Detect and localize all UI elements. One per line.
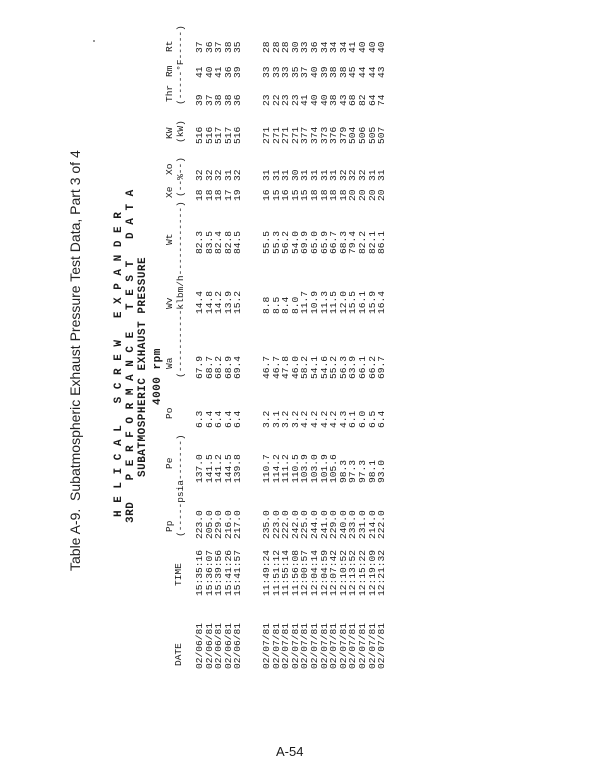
table-cell: 517 [222,126,234,144]
flow-units: (-----------klbm/h------------) [175,201,186,378]
table-cell: 17 [222,189,234,201]
table-cell: 31 [261,169,272,181]
table-cell: 36 [232,94,244,106]
table-cell: 41 [194,66,205,78]
table-cell: 35 [289,66,301,78]
table-cell: 36 [203,41,215,53]
table-cell: 3.1 [270,410,282,428]
table-cell: 16.4 [376,290,388,314]
table-cell: 47.8 [280,355,292,379]
col-wt: Wt [164,233,175,245]
table-cell: 33 [280,66,292,78]
table-cell: 12:00:57 [299,549,311,596]
header-line-3: SUBATMOSPHERIC EXHAUST PRESSURE [137,256,149,477]
table-cell: 38 [337,66,349,78]
table-cell: 141.5 [203,454,215,483]
table-cell: 11.5 [328,290,340,314]
table-cell: 231.0 [357,510,368,539]
table-cell: 37 [194,41,205,53]
table-cell: 02/07/81 [366,622,378,669]
table-cell: 14.8 [203,290,215,314]
table-cell: 16.1 [357,290,368,314]
table-cell: 15:39:56 [213,549,225,596]
table-cell: 33 [299,41,311,53]
table-cell: 86.1 [376,230,388,254]
table-cell: 205.0 [203,510,215,539]
header-line-2: 3RD P E R F O R M A N C E T E S T D A T A [125,189,137,523]
table-cell: 111.2 [280,454,292,483]
table-cell: 02/07/81 [261,622,272,669]
table-cell: 41 [213,66,225,78]
col-date: DATE [173,643,184,666]
table-cell: 18 [309,189,320,201]
table-cell: 103.0 [309,454,320,483]
table-cell: 38 [213,94,225,106]
table-cell: 31 [318,169,330,181]
table-cell: 02/07/81 [318,622,330,669]
table-cell: 14.2 [213,290,225,314]
table-cell: 216.0 [222,510,234,539]
table-cell: 02/07/81 [289,622,301,669]
col-xe: Xe [164,186,175,198]
table-cell: 83.5 [203,230,215,254]
table-cell: 379 [337,126,349,144]
table-cell: 15.9 [366,290,378,314]
table-cell: 271 [289,126,301,144]
table-cell: 56.3 [337,355,349,379]
table-cell: 12.0 [337,290,349,314]
table-cell: 15:41:57 [232,549,244,596]
table-cell: 517 [213,126,225,144]
table-cell: 64 [366,94,378,106]
table-cell: 33 [261,66,272,78]
table-cell: 84.5 [232,230,244,254]
table-cell: 30 [289,169,301,181]
table-cell: 15:41:26 [222,549,234,596]
quality-units: (--%--) [175,157,186,197]
table-cell: 110.7 [261,454,272,483]
table-cell: 6.4 [376,410,388,428]
table-cell: 15 [299,189,311,201]
table-cell: 15:36:07 [203,549,215,596]
table-cell: 32 [213,169,225,181]
table-cell: 233.0 [347,510,359,539]
table-cell: 229.0 [213,510,225,539]
table-cell: 02/06/81 [213,622,225,669]
table-cell: 93.0 [376,459,388,483]
table-cell: 20 [347,189,359,201]
table-cell: 38 [328,94,340,106]
table-cell: 22 [270,94,282,106]
table-cell: 46.0 [289,355,301,379]
table-cell: 36 [222,66,234,78]
table-cell: 214.0 [366,510,378,539]
table-cell: 38 [222,41,234,53]
table-cell: 69.4 [232,355,244,379]
table-cell: 271 [280,126,292,144]
table-cell: 68 [347,94,359,106]
table-cell: 97.3 [357,459,368,483]
table-cell: 43 [337,94,349,106]
table-cell: 39 [318,66,330,78]
table-cell: 101.9 [318,454,330,483]
table-cell: 12:07:42 [328,549,340,596]
table-cell: 79.4 [347,230,359,254]
table-cell: 18 [337,189,349,201]
table-cell: 02/07/81 [309,622,320,669]
table-cell: 12:15:22 [357,549,368,596]
table-cell: 32 [194,169,205,181]
table-cell: 8.8 [261,296,272,314]
table-cell: 31 [366,169,378,181]
table-cell: 33 [270,66,282,78]
col-pe: Pe [164,457,175,469]
table-cell: 374 [309,126,320,144]
table-cell: 34 [328,41,340,53]
table-cell: 30 [289,41,301,53]
table-cell: 82 [357,94,368,106]
table-cell: 02/07/81 [270,622,282,669]
table-cell: 28 [270,41,282,53]
table-cell: 141.2 [213,454,225,483]
table-cell: 23 [261,94,272,106]
table-cell: 55.5 [261,230,272,254]
table-cell: 32 [347,169,359,181]
table-cell: 13.9 [222,290,234,314]
table-cell: 20 [366,189,378,201]
col-wa: Wa [164,357,175,369]
table-cell: 6.5 [366,410,378,428]
table-cell: 240.0 [337,510,349,539]
table-cell: 507 [376,126,388,144]
table-cell: 373 [318,126,330,144]
page-number: A-54 [276,744,304,759]
table-cell: 4.2 [318,410,330,428]
table-cell: 12:21:32 [376,549,388,596]
table-cell: 377 [299,126,311,144]
table-cell: 31 [328,169,340,181]
table-cell: 40 [357,41,368,53]
table-cell: 506 [357,126,368,144]
col-pp: Pp [164,520,175,532]
table-cell: 02/07/81 [280,622,292,669]
table-cell: 11:55:14 [280,549,292,596]
table-cell: 32 [337,169,349,181]
table-cell: 19 [232,189,244,201]
table-cell: 31 [280,169,292,181]
table-cell: 28 [280,41,292,53]
table-cell: 63.9 [347,355,359,379]
table-cell: 23 [280,94,292,106]
table-cell: 31 [299,169,311,181]
table-cell: 43 [376,66,388,78]
table-cell: 31 [222,169,234,181]
table-cell: 68.2 [213,355,225,379]
table-cell: 65.9 [318,230,330,254]
table-cell: 6.0 [357,410,368,428]
table-cell: 6.4 [222,410,234,428]
table-cell: 32 [203,169,215,181]
table-cell: 18 [318,189,330,201]
table-cell: 66.7 [328,230,340,254]
table-cell: 20 [357,189,368,201]
table-cell: 516 [232,126,244,144]
table-cell: 271 [270,126,282,144]
table-cell: 54.0 [289,230,301,254]
table-title: Table A-9. Subatmospheric Exhaust Pressure Test Data, Part 3 of 4 [67,150,83,571]
table-cell: 376 [328,126,340,144]
rpm-label: 4000 rpm [152,348,164,405]
table-cell: 137.0 [194,454,205,483]
col-thr: Thr [164,84,175,102]
table-cell: 02/07/81 [376,622,388,669]
table-cell: 4.2 [309,410,320,428]
table-cell: 8.4 [280,296,292,314]
table-cell: 39 [232,66,244,78]
table-cell: 271 [261,126,272,144]
table-cell: 516 [194,126,205,144]
table-cell: 37 [203,94,215,106]
table-cell: 18 [194,189,205,201]
table-cell: 02/06/81 [232,622,244,669]
col-kw: KW [164,127,175,139]
table-cell: 12:04:59 [318,549,330,596]
table-cell: 98.1 [366,459,378,483]
table-cell: 4.3 [337,410,349,428]
table-cell: 82.3 [194,230,205,254]
table-cell: 11:51:12 [270,549,282,596]
table-cell: 225.0 [299,510,311,539]
table-cell: 40 [203,66,215,78]
table-cell: 40 [366,41,378,53]
table-cell: 20 [376,189,388,201]
table-cell: 3.2 [289,410,301,428]
table-cell: 6.3 [194,410,205,428]
col-xo: Xo [164,163,175,175]
header-line-1: H E L I C A L S C R E W E X P A N D E R [113,211,125,517]
table-cell: 23 [289,94,301,106]
table-cell: 12:10:52 [337,549,349,596]
table-cell: 45 [347,66,359,78]
table-cell: 37 [213,41,225,53]
table-cell: 229.0 [328,510,340,539]
table-cell: 11:56:08 [289,549,301,596]
table-cell: 55.2 [328,355,340,379]
table-cell: 4.2 [328,410,340,428]
table-cell: 02/07/81 [337,622,349,669]
table-cell: 222.0 [376,510,388,539]
table-cell: 41 [347,41,359,53]
table-cell: 66.1 [357,355,368,379]
col-po: Po [164,407,175,419]
kw-units: (kW) [175,120,186,143]
table-cell: 15 [289,189,301,201]
table-cell: 02/06/81 [222,622,234,669]
table-cell: 35 [232,41,244,53]
table-cell: 46.7 [270,355,282,379]
table-cell: 82.4 [213,230,225,254]
table-cell: 8.0 [289,296,301,314]
table-cell: 66.2 [366,355,378,379]
table-cell: 16 [261,189,272,201]
table-cell: 6.1 [347,410,359,428]
table-cell: 105.6 [328,454,340,483]
table-cell: 223.0 [270,510,282,539]
table-cell: 505 [366,126,378,144]
table-cell: 68.9 [222,355,234,379]
pressure-units: (-----psia-------) [175,434,186,537]
table-cell: 114.2 [270,454,282,483]
table-cell: 235.0 [261,510,272,539]
table-cell: 32 [232,169,244,181]
table-cell: 244.0 [309,510,320,539]
table-cell: 18 [213,189,225,201]
col-wv: Wv [164,297,175,309]
table-cell: 40 [376,41,388,53]
table-cell: 97.3 [347,459,359,483]
table-cell: 46.7 [261,355,272,379]
table-row [377,0,387,779]
table-cell: 242.0 [289,510,301,539]
table-cell: 18 [328,189,340,201]
table-cell: 6.4 [213,410,225,428]
table-row [233,0,243,779]
table-cell: 34 [318,41,330,53]
table-cell: 36 [309,41,320,53]
table-cell: 69.9 [299,230,311,254]
table-cell: 02/06/81 [203,622,215,669]
table-cell: 15.2 [232,290,244,314]
table-cell: 82.1 [366,230,378,254]
table-cell: 3.2 [280,410,292,428]
table-cell: 82.2 [357,230,368,254]
table-cell: 31 [376,169,388,181]
table-cell: 40 [309,66,320,78]
table-cell: 68.7 [203,355,215,379]
table-cell: 110.5 [289,454,301,483]
table-cell: 6.4 [203,410,215,428]
table-cell: 15.5 [347,290,359,314]
table-cell: 504 [347,126,359,144]
table-cell: 11.7 [299,290,311,314]
table-cell: 223.0 [194,510,205,539]
table-cell: 516 [203,126,215,144]
table-cell: 28 [261,41,272,53]
table-cell: 68.3 [337,230,349,254]
table-cell: 65.0 [309,230,320,254]
table-cell: 14.4 [194,290,205,314]
table-cell: 40 [309,94,320,106]
table-cell: 10.9 [309,290,320,314]
table-cell: 38 [222,94,234,106]
table-cell: 12:04:14 [309,549,320,596]
table-cell: 32 [357,169,368,181]
table-cell: 54.1 [309,355,320,379]
table-cell: 4.2 [299,410,311,428]
table-cell: 02/07/81 [357,622,368,669]
table-cell: 02/07/81 [347,622,359,669]
temp-units: (-----°F-----) [175,25,186,105]
table-cell: 37 [299,66,311,78]
table-cell: 55.3 [270,230,282,254]
table-cell: 67.9 [194,355,205,379]
table-cell: 31 [309,169,320,181]
table-cell: 222.0 [280,510,292,539]
table-cell: 12:13:52 [347,549,359,596]
table-cell: 8.5 [270,296,282,314]
table-cell: 16 [280,189,292,201]
table-cell: 56.2 [280,230,292,254]
table-cell: 11.3 [318,290,330,314]
col-rm: Rm [164,65,175,77]
table-cell: 98.3 [337,459,349,483]
table-cell: 40 [318,94,330,106]
table-cell: 44 [357,66,368,78]
table-cell: 02/06/81 [194,622,205,669]
table-cell: 15:35:16 [194,549,205,596]
col-time: TIME [173,563,184,586]
table-cell: 103.9 [299,454,311,483]
table-cell: 144.5 [222,454,234,483]
table-cell: 15 [270,189,282,201]
table-cell: 02/07/81 [299,622,311,669]
table-cell: 34 [337,41,349,53]
col-rt: Rt [164,40,175,52]
table-cell: 217.0 [232,510,244,539]
table-cell: 74 [376,94,388,106]
table-cell: 6.4 [232,410,244,428]
table-cell: 3.2 [261,410,272,428]
table-cell: 18 [203,189,215,201]
table-cell: 31 [270,169,282,181]
table-cell: 54.6 [318,355,330,379]
table-cell: 82.8 [222,230,234,254]
table-cell: 11:49:24 [261,549,272,596]
table-cell: 41 [299,94,311,106]
table-cell: 44 [366,66,378,78]
table-cell: 241.0 [318,510,330,539]
table-cell: 58.2 [299,355,311,379]
table-cell: 139.8 [232,454,244,483]
table-cell: 02/07/81 [328,622,340,669]
table-cell: 38 [328,66,340,78]
table-cell: 39 [194,94,205,106]
table-cell: 12:19:09 [366,549,378,596]
table-cell: 69.7 [376,355,388,379]
